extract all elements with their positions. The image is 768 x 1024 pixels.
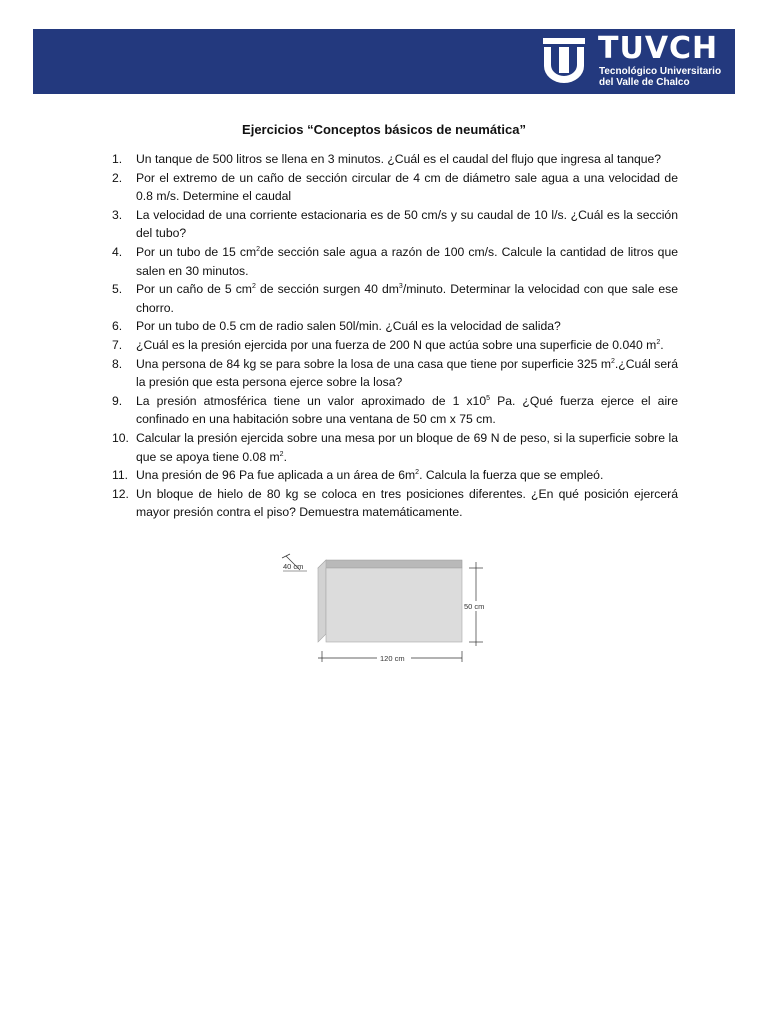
exercise-text: de sección sale agua a razón de 100 cm/s. Calcule la cantidad de litros que salen en 30 minutos.	[136, 244, 678, 278]
exercise-text: Un tanque de 500 litros se llena en 3 minutos. ¿Cuál es el caudal del flujo que ingresa al tanque?	[136, 152, 662, 166]
exercise-superscript: 2	[279, 450, 284, 458]
exercise-superscript: 2	[251, 283, 256, 291]
exercise-number: 5.	[112, 282, 123, 297]
exercise-item	[112, 355, 678, 392]
exercise-item	[112, 169, 678, 206]
exercise-number: 12.	[112, 486, 129, 501]
block-front-face	[326, 568, 462, 642]
exercise-text: Calcular la presión ejercida sobre una mesa por un bloque de 69 N de peso, si la superficie sobre la que se apoya tiene 0.08 m	[136, 430, 678, 464]
exercise-item	[112, 336, 678, 355]
exercise-text: La velocidad de una corriente estacionaria es de 50 cm/s y su caudal de 10 l/s. ¿Cuál es la sección del tubo?	[136, 207, 678, 241]
exercise-text: La presión atmosférica tiene un valor aproximado de 1 x10	[136, 393, 487, 408]
exercise-text: Pa. ¿Qué fuerza ejerce el aire confinado en una habitación sobre una ventana de 50 cm x 75 cm.	[136, 393, 679, 427]
height-label: 50 cm	[464, 602, 485, 611]
exercise-item	[112, 150, 678, 169]
exercise-number: 8.	[112, 356, 123, 371]
exercise-text: . Calcula la fuerza que se empleó.	[419, 468, 604, 483]
exercise-item	[112, 317, 678, 336]
exercise-superscript: 3	[398, 283, 403, 291]
exercise-item	[112, 206, 678, 243]
brand-subtitle-line1: Tecnológico Universitario	[599, 66, 722, 77]
exercise-number: 1.	[112, 152, 123, 166]
exercise-text: Una presión de 96 Pa fue aplicada a un área de 6m	[136, 468, 416, 483]
ice-block-figure	[278, 548, 493, 668]
exercise-text: .	[283, 449, 287, 464]
exercise-number: 9.	[112, 393, 123, 408]
exercise-number: 4.	[112, 244, 123, 259]
header-banner	[33, 29, 735, 94]
exercise-number: 10.	[112, 430, 129, 445]
exercise-number: 2.	[112, 170, 123, 185]
document-title: Ejercicios “Conceptos básicos de neumática”	[242, 122, 526, 137]
exercise-item	[112, 466, 678, 485]
exercise-number: 11.	[112, 468, 129, 483]
exercise-item	[112, 243, 678, 280]
exercise-text: Por un caño de 5 cm	[136, 282, 252, 297]
exercise-superscript: 2	[415, 469, 420, 477]
exercise-superscript: 2	[256, 245, 261, 253]
exercise-text: de sección surgen 40 dm	[255, 282, 399, 297]
brand-subtitle-line2: del Valle de Chalco	[599, 77, 690, 88]
exercise-number: 6.	[112, 319, 123, 334]
ice-block-diagram	[278, 548, 493, 668]
block-side-face	[318, 560, 326, 642]
exercise-item	[112, 429, 678, 466]
exercise-text: .¿Cuál será la presión que esta persona ejerce sobre la losa?	[136, 356, 678, 390]
exercise-superscript: 2	[611, 357, 615, 365]
exercise-text: Un bloque de hielo de 80 kg se coloca en tres posiciones diferentes. ¿En qué posición ejercerá mayor presión contra el piso? Demuestra matemáticamente.	[136, 486, 678, 520]
exercise-item	[112, 485, 678, 522]
exercise-text: Por el extremo de un caño de sección circular de 4 cm de diámetro sale agua a una velocidad de 0.8 m/s. Determine el caudal	[136, 170, 678, 204]
exercise-text: Una persona de 84 kg se para sobre la losa de una casa que tiene por superficie 325 m	[136, 356, 612, 371]
depth-label: 40 cm	[283, 562, 304, 571]
tuvch-logo-icon	[541, 36, 587, 84]
exercise-text: /minuto. Determinar la velocidad con que sale ese chorro.	[136, 282, 678, 315]
exercise-number: 3.	[112, 207, 123, 222]
exercise-number: 7.	[112, 337, 123, 352]
exercise-item	[112, 392, 678, 429]
exercise-list	[112, 150, 678, 522]
block-top-face	[318, 560, 462, 568]
brand-subtitle	[599, 66, 721, 88]
depth-tick	[282, 554, 290, 558]
exercise-text: .	[660, 337, 664, 352]
exercise-text: Por un tubo de 15 cm	[136, 244, 257, 259]
width-label: 120 cm	[380, 654, 405, 663]
exercise-text: Por un tubo de 0.5 cm de radio salen 50l/min. ¿Cuál es la velocidad de salida?	[136, 319, 561, 334]
exercise-text: ¿Cuál es la presión ejercida por una fuerza de 200 N que actúa sobre una superficie de 0.040 m	[136, 337, 657, 352]
brand-name: TUVCH	[598, 31, 719, 66]
exercise-superscript: 2	[656, 338, 661, 346]
exercise-superscript: 5	[486, 394, 491, 402]
exercise-item	[112, 280, 678, 317]
